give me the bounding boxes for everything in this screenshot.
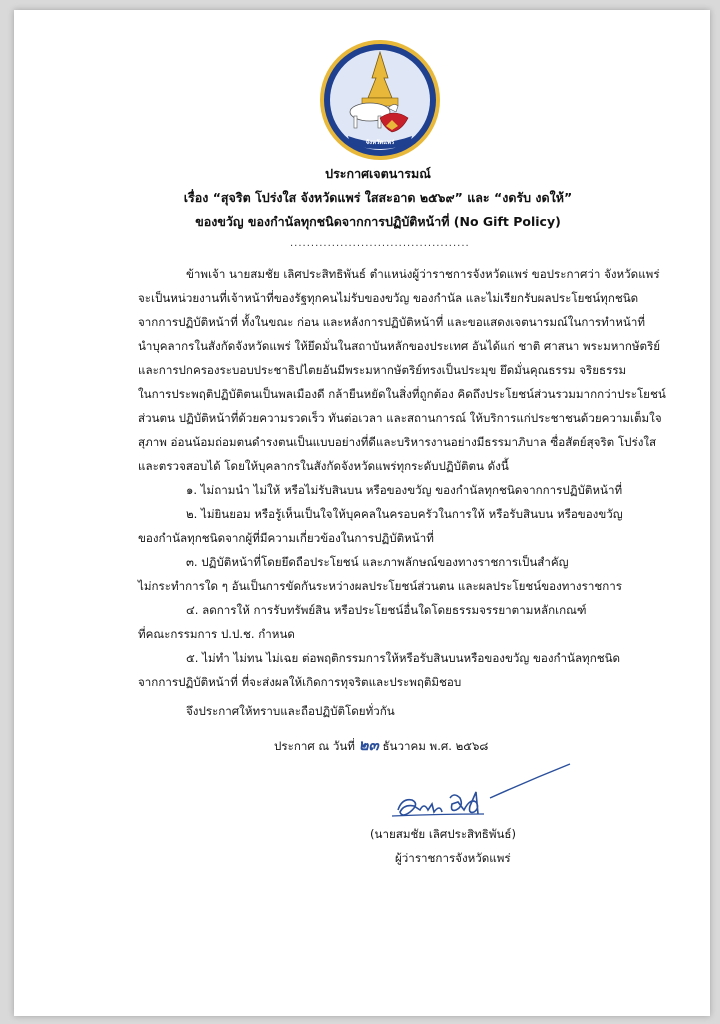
list-item-4-continued: ที่คณะกรรมการ ป.ป.ช. กำหนด (138, 627, 295, 641)
announcement-subject: เรื่อง “สุจริต โปร่งใส จังหวัดแพร่ ใสสะอาด ๒๕๖๙” และ “งดรับ งดให้” (183, 190, 573, 205)
list-item-5: ๕. ไม่ทำ ไม่ทน ไม่เฉย ต่อพฤติกรรมการให้หรือรับสินบนหรือของขวัญ ของกำนัลทุกชนิด (186, 651, 621, 665)
paragraph-line: จากการปฏิบัติหน้าที่ ทั้งในขณะ ก่อน และหลังการปฏิบัติหน้าที่ และขอแสดงเจตนารมณ์ในการทำหน้าที่ (138, 315, 645, 329)
announcement-title: ประกาศเจตนารมณ์ (325, 166, 431, 181)
phrae-province-seal (318, 38, 442, 162)
list-item-4: ๔. ลดการให้ การรับทรัพย์สิน หรือประโยชน์อื่นใดโดยธรรมจรรยาตามหลักเกณฑ์ (186, 603, 587, 617)
date-prefix: ประกาศ ณ วันที่ (274, 739, 355, 753)
signer-name: (นายสมชัย เลิศประสิทธิพันธ์) (370, 827, 517, 841)
list-item-3: ๓. ปฏิบัติหน้าที่โดยยึดถือประโยชน์ และภาพลักษณ์ของทางราชการเป็นสำคัญ (186, 555, 569, 569)
list-item-2-continued: ของกำนัลทุกชนิดจากผู้ที่มีความเกี่ยวข้องในการปฏิบัติหน้าที่ (138, 531, 434, 545)
separator-dots: ........................................... (290, 238, 470, 249)
date-month-year: ธันวาคม พ.ศ. ๒๕๖๘ (382, 739, 489, 753)
paragraph-line: และการปกครองระบอบประชาธิปไตยอันมีพระมหากษัตริย์ทรงเป็นประมุข ยึดมั่นคุณธรรม จริยธรรม (138, 363, 627, 377)
signer-title: ผู้ว่าราชการจังหวัดแพร่ (395, 851, 511, 865)
seal-label: จังหวัดแพร่ (365, 139, 395, 146)
list-item-1: ๑. ไม่ถามนำ ไม่ให้ หรือไม่รับสินบน หรือของขวัญ ของกำนัลทุกชนิดจากการปฏิบัติหน้าที่ (186, 483, 623, 497)
announcement-date (274, 738, 488, 753)
paragraph-line: ส่วนตน ปฏิบัติหน้าที่ด้วยความรวดเร็ว ทันต่อเวลา และสถานการณ์ ให้บริการแก่ประชาชนด้วยความเต็มใจ (138, 411, 662, 425)
announcement-subject-continued: ของขวัญ ของกำนัลทุกชนิดจากการปฏิบัติหน้าที่ (No Gift Policy) (195, 214, 561, 229)
paragraph-line: นำบุคลากรในสังกัดจังหวัดแพร่ ให้ยึดมั่นในสถาบันหลักของประเทศ อันได้แก่ ชาติ ศาสนา พระมหากษัตริย์ (138, 339, 661, 353)
paragraph-line: สุภาพ อ่อนน้อมถ่อมตนดำรงตนเป็นแบบอย่างที่ดีและบริหารงานอย่างมีธรรมาภิบาล ซื่อสัตย์สุจริต โปร่งใส (138, 435, 657, 449)
paragraph-line: จะเป็นหน่วยงานที่เจ้าหน้าที่ของรัฐทุกคนไม่รับของขวัญ ของกำนัล และไม่เรียกรับผลประโยชน์ทุกชนิด (138, 291, 639, 305)
paragraph-line: และตรวจสอบได้ โดยให้บุคลากรในสังกัดจังหวัดแพร่ทุกระดับปฏิบัติตน ดังนี้ (138, 459, 509, 473)
closing-statement: จึงประกาศให้ทราบและถือปฏิบัติโดยทั่วกัน (186, 704, 395, 718)
paragraph-line: ข้าพเจ้า นายสมชัย เลิศประสิทธิพันธ์ ตำแหน่งผู้ว่าราชการจังหวัดแพร่ ขอประกาศว่า จังหวัดแพร่ (186, 267, 660, 281)
date-day: ๒๓ (358, 736, 379, 754)
list-item-5-continued: จากการปฏิบัติหน้าที่ ที่จะส่งผลให้เกิดการทุจริตและประพฤติมิชอบ (138, 675, 462, 689)
list-item-2: ๒. ไม่ยินยอม หรือรู้เห็นเป็นใจให้บุคคลในครอบครัวในการให้ หรือรับสินบน หรือของขวัญ (186, 507, 623, 521)
paragraph-line: ในการประพฤติปฏิบัติตนเป็นพลเมืองดี กล้ายืนหยัดในสิ่งที่ถูกต้อง คิดถึงประโยชน์ส่วนรวมมากกว่าประโยชน์ (138, 387, 666, 401)
list-item-3-continued: ไม่กระทำการใด ๆ อันเป็นการขัดกันระหว่างผลประโยชน์ส่วนตน และผลประโยชน์ของทางราชการ (138, 579, 622, 593)
governor-signature (380, 758, 580, 828)
